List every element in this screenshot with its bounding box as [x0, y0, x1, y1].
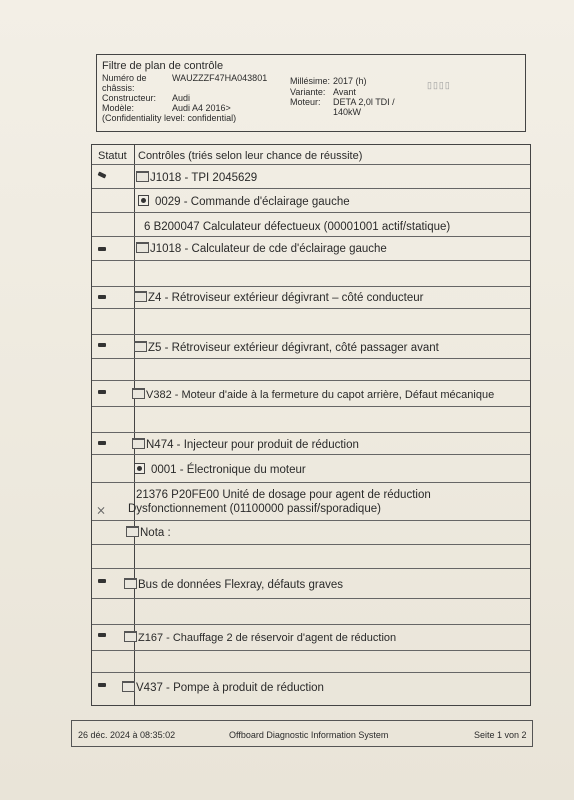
table-row	[92, 651, 530, 673]
row-label: Nota :	[140, 527, 171, 539]
row-label: Z4 - Rétroviseur extérieur dégivrant – côté conducteur	[148, 292, 424, 304]
table-row[interactable]	[92, 433, 530, 455]
status-indicator	[98, 441, 106, 445]
footer-page-number: Seite 1 von 2	[474, 730, 527, 740]
table-row[interactable]	[92, 335, 530, 359]
table-row[interactable]	[92, 189, 530, 213]
table-row[interactable]	[92, 455, 530, 483]
pen-mark-icon: ⨯	[96, 503, 107, 517]
row-label: 0001 - Électronique du moteur	[151, 464, 306, 476]
component-icon	[134, 341, 147, 352]
table-row	[92, 261, 530, 287]
table-row[interactable]	[92, 569, 530, 599]
status-indicator	[98, 343, 106, 347]
table-row	[92, 407, 530, 433]
status-indicator	[98, 247, 106, 251]
table-row[interactable]	[92, 213, 530, 237]
row-label: N474 - Injecteur pour produit de réduction	[146, 439, 359, 451]
row-label: V437 - Pompe à produit de réduction	[136, 682, 324, 694]
component-icon	[124, 631, 137, 642]
row-label: J1018 - TPI 2045629	[150, 172, 258, 184]
footer-datetime: 26 déc. 2024 à 08:35:02	[78, 730, 176, 740]
table-row[interactable]	[92, 381, 530, 407]
table-row[interactable]	[92, 165, 530, 189]
row-label: Z5 - Rétroviseur extérieur dégivrant, côté passager avant	[148, 342, 439, 354]
table-row[interactable]	[92, 673, 530, 705]
row-label: J1018 - Calculateur de cde d'éclairage gauche	[150, 243, 387, 255]
row-label: 21376 P20FE00 Unité de dosage pour agent de réduction	[136, 489, 431, 501]
variant-value: Avant	[333, 87, 356, 97]
control-unit-icon	[134, 463, 145, 474]
brand-logo-icon: ▯▯▯▯	[427, 80, 451, 90]
row-label: V382 - Moteur d'aide à la fermeture du capot arrière, Défaut mécanique	[146, 389, 495, 401]
year-label: Millésime:	[290, 76, 331, 86]
component-icon	[122, 681, 135, 692]
row-label: 0029 - Commande d'éclairage gauche	[155, 196, 350, 208]
status-indicator	[98, 683, 106, 687]
page-footer	[71, 720, 533, 747]
chassis-value: WAUZZZF47HA043801	[172, 73, 268, 83]
engine-label: Moteur:	[290, 97, 321, 107]
table-row[interactable]	[92, 287, 530, 309]
model-label: Modèle:	[102, 103, 135, 113]
component-icon	[132, 438, 145, 449]
engine-value: DETA 2,0l TDI / 140kW	[333, 97, 395, 117]
year-value: 2017 (h)	[333, 76, 367, 86]
table-row[interactable]	[92, 483, 530, 521]
component-icon	[134, 291, 147, 302]
row-label: 6 B200047 Calculateur défectueux (00001001 actif/statique)	[144, 221, 451, 233]
table-row[interactable]	[92, 521, 530, 545]
document-title: Filtre de plan de contrôle	[102, 60, 224, 72]
footer-system-name: Offboard Diagnostic Information System	[229, 730, 389, 740]
row-label: Z167 - Chauffage 2 de réservoir d'agent de réduction	[138, 632, 397, 644]
table-row	[92, 599, 530, 625]
chassis-label: Numéro de châssis:	[102, 73, 147, 93]
row-label-line2: Dysfonctionnement (01100000 passif/sporadique)	[128, 503, 381, 515]
table-row	[92, 359, 530, 381]
controls-header: Contrôles (triés selon leur chance de réussite)	[138, 150, 363, 162]
variant-label: Variante:	[290, 87, 326, 97]
table-row[interactable]	[92, 237, 530, 261]
component-icon	[136, 242, 149, 253]
header-box	[96, 54, 526, 132]
status-indicator	[98, 295, 106, 299]
controls-table	[91, 144, 531, 706]
status-header: Statut	[98, 150, 127, 162]
table-row	[92, 309, 530, 335]
confidentiality-note: (Confidentiality level: confidential)	[102, 113, 237, 123]
maker-value: Audi	[172, 93, 191, 103]
status-indicator	[98, 171, 107, 178]
maker-label: Constructeur:	[102, 93, 157, 103]
status-indicator	[98, 390, 106, 394]
component-icon	[126, 526, 139, 537]
row-label: Bus de données Flexray, défauts graves	[138, 579, 343, 591]
status-indicator	[98, 579, 106, 583]
status-indicator	[98, 633, 106, 637]
table-row	[92, 545, 530, 569]
component-icon	[124, 578, 137, 589]
component-icon	[132, 388, 145, 399]
table-row[interactable]	[92, 625, 530, 651]
table-header-row	[92, 145, 530, 165]
control-unit-icon	[138, 195, 149, 206]
model-value: Audi A4 2016>	[172, 103, 231, 113]
component-icon	[136, 171, 149, 182]
